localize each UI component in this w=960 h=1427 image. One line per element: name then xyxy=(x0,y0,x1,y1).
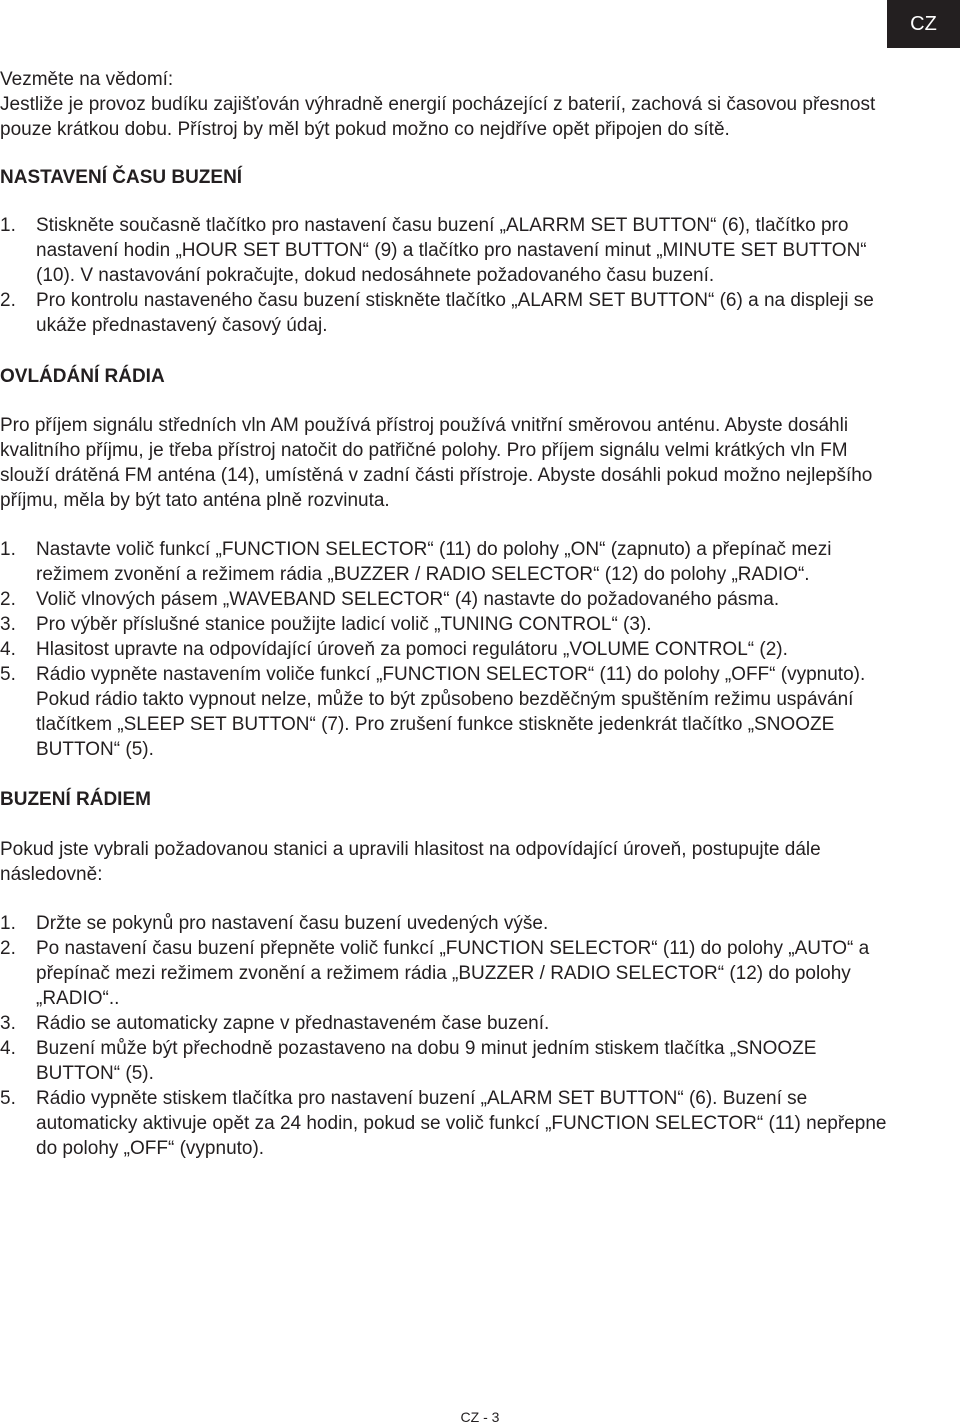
step-text: Stiskněte současně tlačítko pro nastavení času buzení „ALARRM SET BUTTON“ (6), tlačítko pro nastavení hodin „HOUR SET BUTTON“ (9) a tlačítko pro nastavení minut „MINUTE SET BUTTON“ (10). V nastavování pokračujte, dokud nedosáhnete požadovaného času buzení. xyxy=(36,215,867,286)
wake-intro: Pokud jste vybrali požadovanou stanici a upravili hlasitost na odpovídající úroveň, postupujte dále následovně: xyxy=(0,839,821,885)
list-item xyxy=(0,1086,890,1161)
step-text: Nastavte volič funkcí „FUNCTION SELECTOR“ (11) do polohy „ON“ (zapnuto) a přepínač mezi režimem zvonění a režimem rádia „BUZZER / RADIO SELECTOR“ (12) do polohy „RADIO“. xyxy=(36,539,832,585)
alarm-steps-list xyxy=(0,213,890,338)
section-title-alarm: NASTAVENÍ ČASU BUZENÍ xyxy=(0,167,243,188)
step-text: Buzení může být přechodně pozastaveno na dobu 9 minut jedním stiskem tlačítka „SNOOZE BUTTON“ (5). xyxy=(36,1038,817,1084)
step-text: Rádio se automaticky zapne v přednastaveném čase buzení. xyxy=(36,1013,550,1034)
step-text: Volič vlnových pásem „WAVEBAND SELECTOR“ (4) nastavte do požadovaného pásma. xyxy=(36,589,780,610)
list-item xyxy=(0,1011,890,1036)
step-text: Hlasitost upravte na odpovídající úroveň za pomoci regulátoru „VOLUME CONTROL“ (2). xyxy=(36,639,788,660)
step-number: 1. xyxy=(0,539,16,560)
step-text: Pro výběr příslušné stanice použijte ladicí volič „TUNING CONTROL“ (3). xyxy=(36,614,652,635)
wake-steps-list xyxy=(0,911,890,1161)
section-title-radio: OVLÁDÁNÍ RÁDIA xyxy=(0,366,165,387)
list-item xyxy=(0,587,890,612)
radio-intro: Pro příjem signálu středních vln AM používá přístroj používá vnitřní směrovou anténu. Abyste dosáhli kvalitního příjmu, je třeba přístroj natočit do patřičné polohy. Pro příjem signálu velmi krátkých vln FM slouží drátěná FM anténa (14), umístěná v zadní části přístroje. Abyste dosáhli pokud možno nejlepšího příjmu, měla by být tato anténa plně rozvinuta. xyxy=(0,415,873,511)
step-number: 1. xyxy=(0,913,16,934)
step-number: 1. xyxy=(0,215,16,236)
note-heading: Vezměte na vědomí: xyxy=(0,69,174,90)
step-text: Rádio vypněte nastavením voliče funkcí „FUNCTION SELECTOR“ (11) do polohy „OFF“ (vypnuto). Pokud rádio takto vypnout nelze, může to být způsobeno bezděčným spuštěním režimu uspávání tlačítkem „SLEEP SET BUTTON“ (7). Pro zrušení funkce stiskněte jedenkrát tlačítko „SNOOZE BUTTON“ (5). xyxy=(36,664,866,760)
step-number: 4. xyxy=(0,1038,16,1059)
list-item xyxy=(0,213,890,288)
list-item xyxy=(0,288,890,338)
page-number: CZ - 3 xyxy=(460,1409,500,1425)
step-number: 2. xyxy=(0,290,16,311)
section-title-wake: BUZENÍ RÁDIEM xyxy=(0,789,151,810)
step-text: Po nastavení času buzení přepněte volič funkcí „FUNCTION SELECTOR“ (11) do polohy „AUTO“ a přepínač mezi režimem zvonění a režimem rádia „BUZZER / RADIO SELECTOR“ (12) do polohy „RADIO“.. xyxy=(36,938,870,1009)
step-number: 2. xyxy=(0,589,16,610)
radio-steps-list xyxy=(0,537,890,762)
page-content xyxy=(0,67,890,1161)
step-number: 2. xyxy=(0,938,16,959)
note-text: Jestliže je provoz budíku zajišťován výhradně energií pocházející z baterií, zachová si časovou přesnost pouze krátkou dobu. Přístroj by měl být pokud možno co nejdříve opět připojen do sítě. xyxy=(0,94,876,140)
step-text: Pro kontrolu nastaveného času buzení stiskněte tlačítko „ALARM SET BUTTON“ (6) a na displeji se ukáže přednastavený časový údaj. xyxy=(36,290,874,336)
step-number: 5. xyxy=(0,1088,16,1109)
step-text: Rádio vypněte stiskem tlačítka pro nastavení buzení „ALARM SET BUTTON“ (6). Buzení se automaticky aktivuje opět za 24 hodin, pokud se volič funkcí „FUNCTION SELECTOR“ (11) nepřepne do polohy „OFF“ (vypnuto). xyxy=(36,1088,887,1159)
list-item xyxy=(0,637,890,662)
step-number: 5. xyxy=(0,664,16,685)
step-number: 3. xyxy=(0,1013,16,1034)
list-item xyxy=(0,612,890,637)
list-item xyxy=(0,1036,890,1086)
step-number: 4. xyxy=(0,639,16,660)
list-item xyxy=(0,662,890,762)
list-item xyxy=(0,537,890,587)
language-tab: CZ xyxy=(887,0,960,48)
step-text: Držte se pokynů pro nastavení času buzení uvedených výše. xyxy=(36,913,549,934)
step-number: 3. xyxy=(0,614,16,635)
list-item xyxy=(0,936,890,1011)
list-item xyxy=(0,911,890,936)
